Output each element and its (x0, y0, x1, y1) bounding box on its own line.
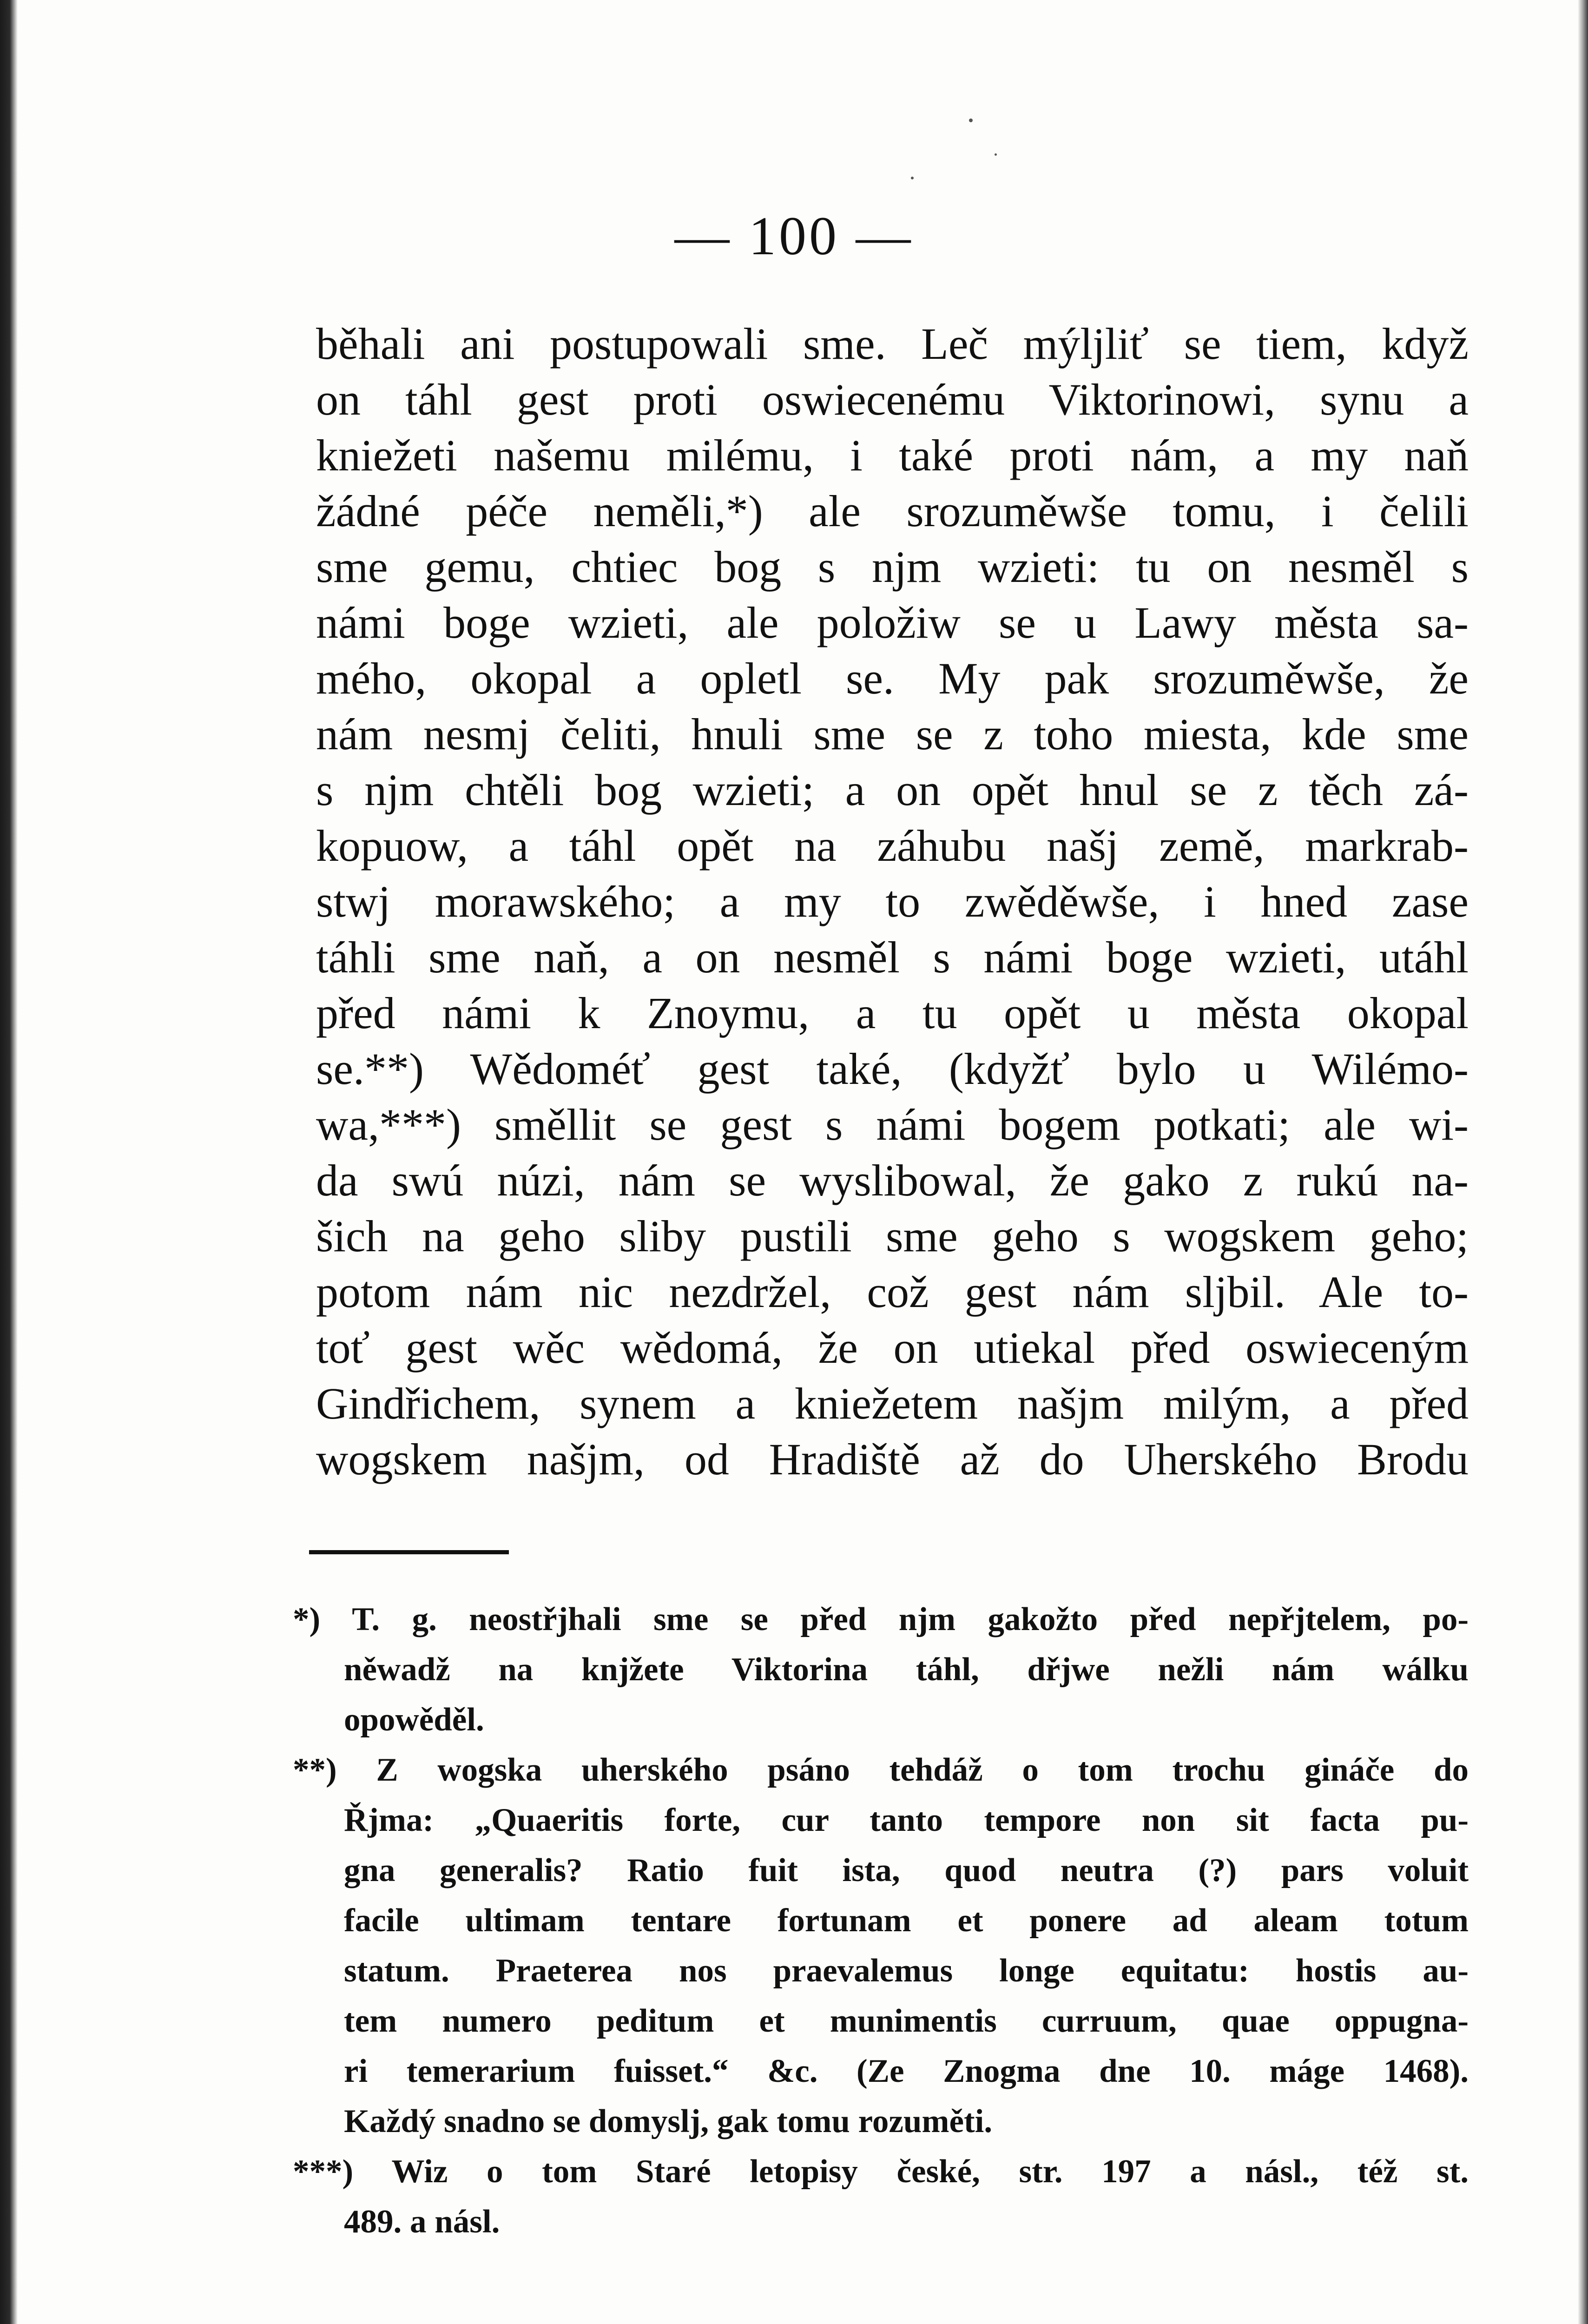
text-line: kopuow, a táhl opět na záhubu našj země, markrab- (316, 821, 1469, 871)
scan-speck (995, 153, 997, 156)
text-line: toť gest wěc wědomá, že on utiekal před oswieceným (316, 1323, 1469, 1373)
footnote-line: něwadž na knjžete Viktorina táhl, dřjwe nežli nám wálku (344, 1651, 1469, 1688)
text-line: šich na geho sliby pustili sme geho s wogskem geho; (316, 1211, 1469, 1261)
scan-edge-left (0, 0, 18, 2324)
footnote-line: opowěděl. (344, 1702, 484, 1738)
text-line: wogskem našjm, od Hradiště až do Uherského Brodu (316, 1434, 1469, 1484)
footnote-line: gna generalis? Ratio fuit ista, quod neutra (?) pars voluit (344, 1852, 1469, 1888)
main-text (316, 316, 1469, 1487)
footnote-line: facile ultimam tentare fortunam et ponere ad aleam totum (344, 1902, 1469, 1939)
text-line: mého, okopal a opletl se. My pak srozuměwše, že (316, 654, 1469, 703)
footnote-line: Každý snadno se domyslj, gak tomu rozuměti. (344, 2103, 993, 2139)
text-line: žádné péče neměli,*) ale srozuměwše tomu, i čelili (316, 486, 1469, 536)
footnote-line: ri temerarium fuisset.“ &c. (Ze Znogma dne 10. máge 1468). (344, 2053, 1469, 2089)
footnote-line: tem numero peditum et munimentis curruum, quae oppugna- (344, 2003, 1469, 2039)
text-line: kniežeti našemu milému, i také proti nám, a my naň (316, 430, 1469, 480)
scan-speck (969, 119, 973, 122)
footnote-line: *) T. g. neostřjhali sme se před njm gakožto před nepřjtelem, po- (293, 1601, 1469, 1637)
text-line: on táhl gest proti oswiecenému Viktorinowi, synu a (316, 375, 1469, 424)
text-line: se.**) Wědoméť gest také, (kdyžť bylo u Wilémo- (316, 1044, 1469, 1094)
scan-speck (911, 177, 914, 179)
footnotes (293, 1594, 1469, 2247)
text-line: námi boge wzieti, ale položiw se u Lawy města sa- (316, 598, 1469, 647)
text-line: nám nesmj čeliti, hnuli sme se z toho miesta, kde sme (316, 709, 1469, 759)
page-number: — 100 — (674, 205, 914, 266)
footnote-line: ***) Wiz o tom Staré letopisy české, str. 197 a násl., též st. (293, 2153, 1469, 2190)
text-line: běhali ani postupowali sme. Leč mýljliť se tiem, když (316, 319, 1469, 369)
footnote-line: statum. Praeterea nos praevalemus longe equitatu: hostis au- (344, 1953, 1469, 1989)
scan-edge-right (1578, 0, 1588, 2324)
text-line: Gindřichem, synem a kniežetem našjm milým, a před (316, 1379, 1469, 1428)
text-line: sme gemu, chtiec bog s njm wzieti: tu on nesměl s (316, 542, 1469, 592)
text-line: s njm chtěli bog wzieti; a on opět hnul se z těch zá- (316, 765, 1469, 815)
text-line: stwj morawského; a my to zwěděwše, i hned zase (316, 877, 1469, 926)
text-line: da swú núzi, nám se wyslibowal, že gako z rukú na- (316, 1155, 1469, 1205)
text-line: před námi k Znoymu, a tu opět u města okopal (316, 988, 1469, 1038)
text-line: wa,***) směllit se gest s námi bogem potkati; ale wi- (316, 1100, 1469, 1149)
footnote-line: Řjma: „Quaeritis forte, cur tanto tempore non sit facta pu- (344, 1802, 1469, 1838)
footnote-line: 489. a násl. (344, 2204, 500, 2240)
footnote-separator (309, 1550, 509, 1554)
footnote-line: **) Z wogska uherského psáno tehdáž o tom trochu gináče do (293, 1752, 1469, 1788)
text-line: potom nám nic nezdržel, což gest nám sljbil. Ale to- (316, 1267, 1469, 1317)
text-line: táhli sme naň, a on nesměl s námi boge wzieti, utáhl (316, 932, 1469, 982)
